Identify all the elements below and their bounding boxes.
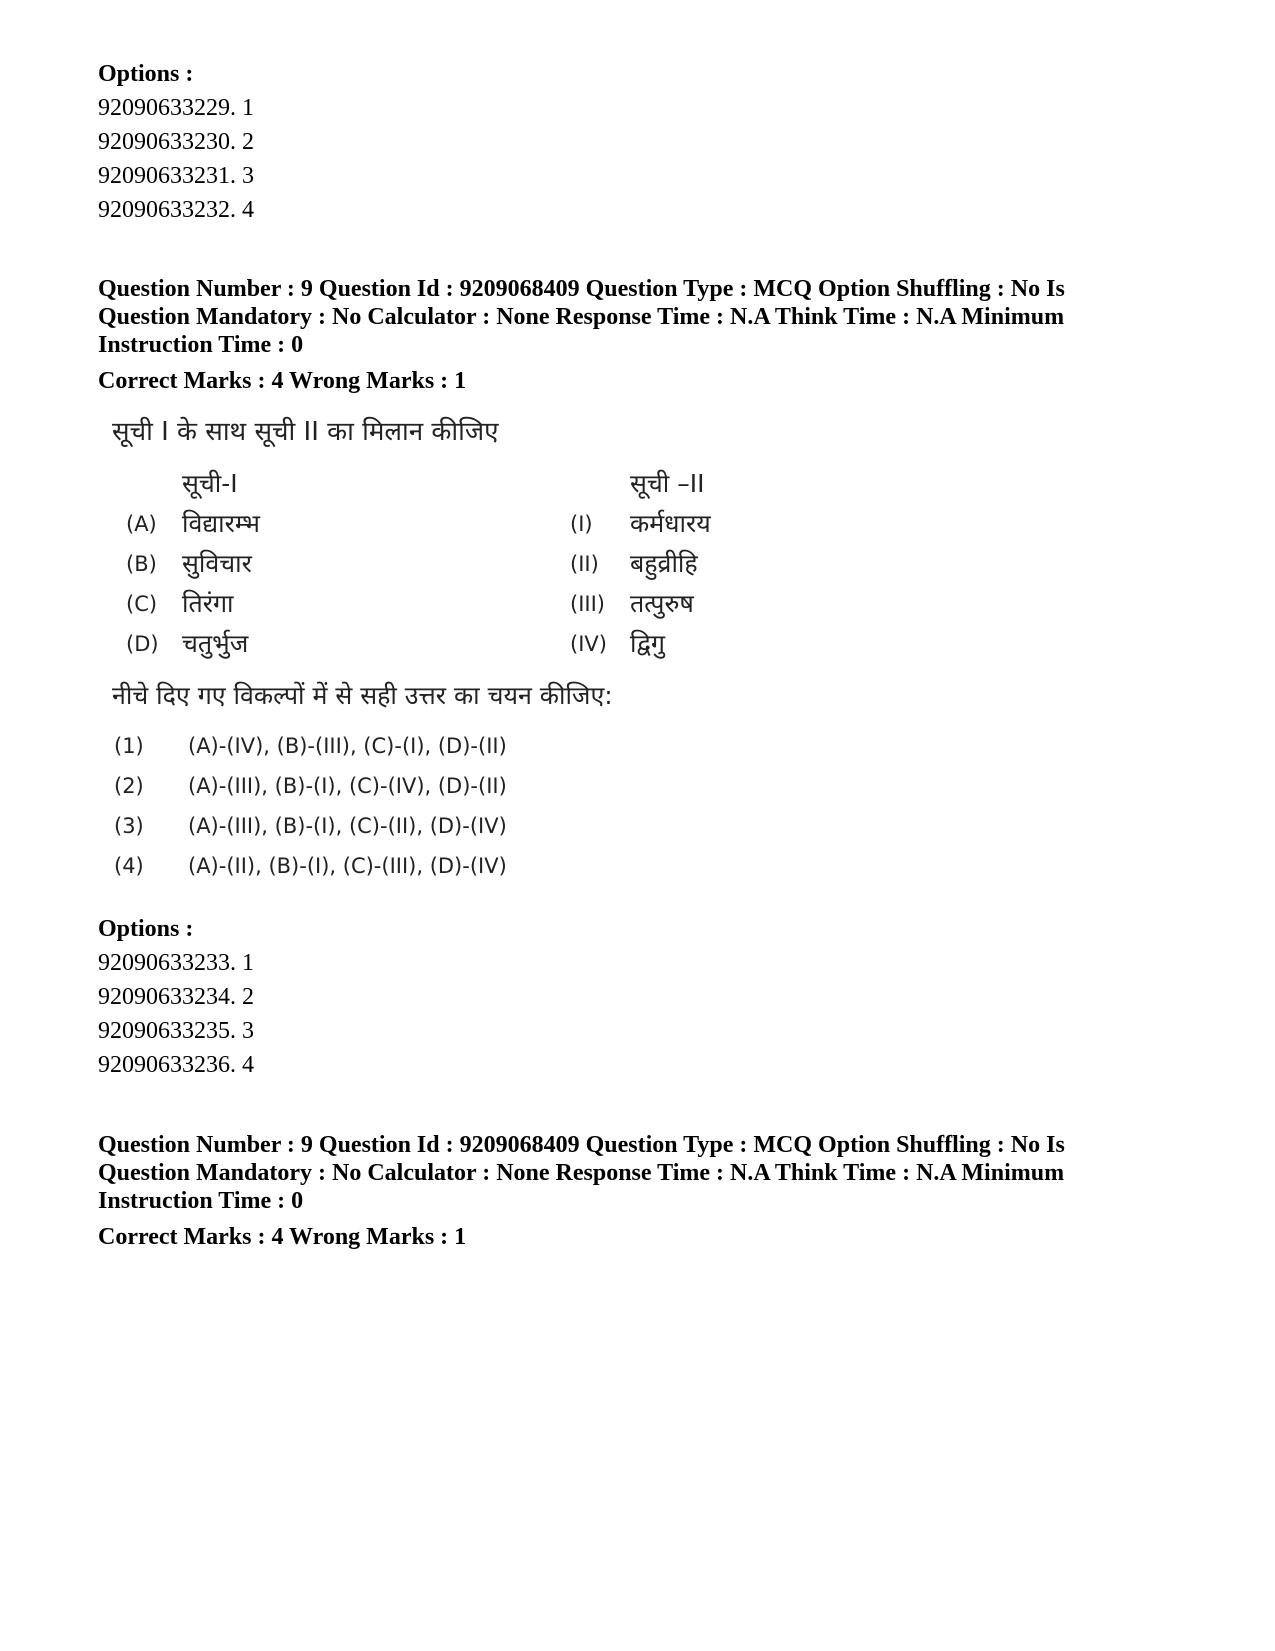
question-header-line: Question Number : 9 Question Id : 9209068409 Question Type : MCQ Option Shuffling : No Is — [98, 276, 1065, 302]
row-term: विद्यारम्भ — [182, 509, 260, 538]
question-header-line: Instruction Time : 0 — [98, 1188, 304, 1214]
question-stem: सूची I के साथ सूची II का मिलान कीजिए — [112, 417, 499, 447]
choice-text: (A)-(II), (B)-(I), (C)-(III), (D)-(IV) — [188, 854, 507, 878]
row-label: (A) — [126, 512, 157, 536]
option-line: 92090633229. 1 — [98, 95, 254, 121]
answer-choice — [112, 854, 732, 890]
choice-text: (A)-(IV), (B)-(III), (C)-(I), (D)-(II) — [188, 734, 507, 758]
question-header-line: Question Number : 9 Question Id : 9209068409 Question Type : MCQ Option Shuffling : No Is — [98, 1132, 1065, 1158]
marks-line: Correct Marks : 4 Wrong Marks : 1 — [98, 1224, 467, 1250]
row-match: बहुव्रीहि — [630, 549, 698, 578]
option-line: 92090633232. 4 — [98, 197, 254, 223]
answer-choice — [112, 734, 732, 770]
question-header-line: Question Mandatory : No Calculator : None Response Time : N.A Think Time : N.A Minimum — [98, 304, 1065, 330]
options-block — [98, 912, 1108, 1082]
answer-choice — [112, 774, 732, 810]
row-roman: (IV) — [570, 632, 607, 656]
answer-choice — [112, 814, 732, 850]
match-row — [112, 546, 732, 586]
row-match: कर्मधारय — [630, 509, 711, 538]
row-term: तिरंगा — [182, 589, 234, 618]
choice-text: (A)-(III), (B)-(I), (C)-(II), (D)-(IV) — [188, 814, 507, 838]
choice-number: (2) — [114, 774, 144, 798]
match-row — [112, 506, 732, 546]
row-roman: (III) — [570, 592, 605, 616]
row-label: (D) — [126, 632, 159, 656]
match-row — [112, 626, 732, 666]
choice-number: (4) — [114, 854, 144, 878]
choice-text: (A)-(III), (B)-(I), (C)-(IV), (D)-(II) — [188, 774, 507, 798]
list2-title: सूची –II — [630, 469, 705, 498]
row-label: (B) — [126, 552, 157, 576]
match-row — [112, 586, 732, 626]
option-line: 92090633231. 3 — [98, 163, 254, 189]
question-header — [98, 275, 1108, 395]
question-header-line: Question Mandatory : No Calculator : None Response Time : N.A Think Time : N.A Minimum — [98, 1160, 1065, 1186]
options-title: Options : — [98, 61, 194, 87]
question-instruction: नीचे दिए गए विकल्पों में से सही उत्तर का चयन कीजिए: — [112, 681, 613, 710]
option-line: 92090633234. 2 — [98, 984, 254, 1010]
row-roman: (II) — [570, 552, 599, 576]
option-line: 92090633236. 4 — [98, 1052, 254, 1078]
options-block-previous — [98, 57, 1108, 227]
option-line: 92090633233. 1 — [98, 950, 254, 976]
options-title: Options : — [98, 916, 194, 942]
choice-number: (1) — [114, 734, 144, 758]
row-label: (C) — [126, 592, 158, 616]
choice-number: (3) — [114, 814, 144, 838]
row-match: द्विगु — [630, 629, 665, 658]
question-image — [112, 408, 732, 898]
row-term: सुविचार — [182, 549, 252, 578]
marks-line: Correct Marks : 4 Wrong Marks : 1 — [98, 368, 467, 394]
option-line: 92090633235. 3 — [98, 1018, 254, 1044]
row-roman: (I) — [570, 512, 593, 536]
list1-title: सूची-I — [182, 469, 238, 498]
question-header-line: Instruction Time : 0 — [98, 332, 304, 358]
option-line: 92090633230. 2 — [98, 129, 254, 155]
next-question-header — [98, 1131, 1108, 1251]
row-match: तत्पुरुष — [630, 589, 694, 618]
row-term: चतुर्भुज — [182, 629, 249, 658]
